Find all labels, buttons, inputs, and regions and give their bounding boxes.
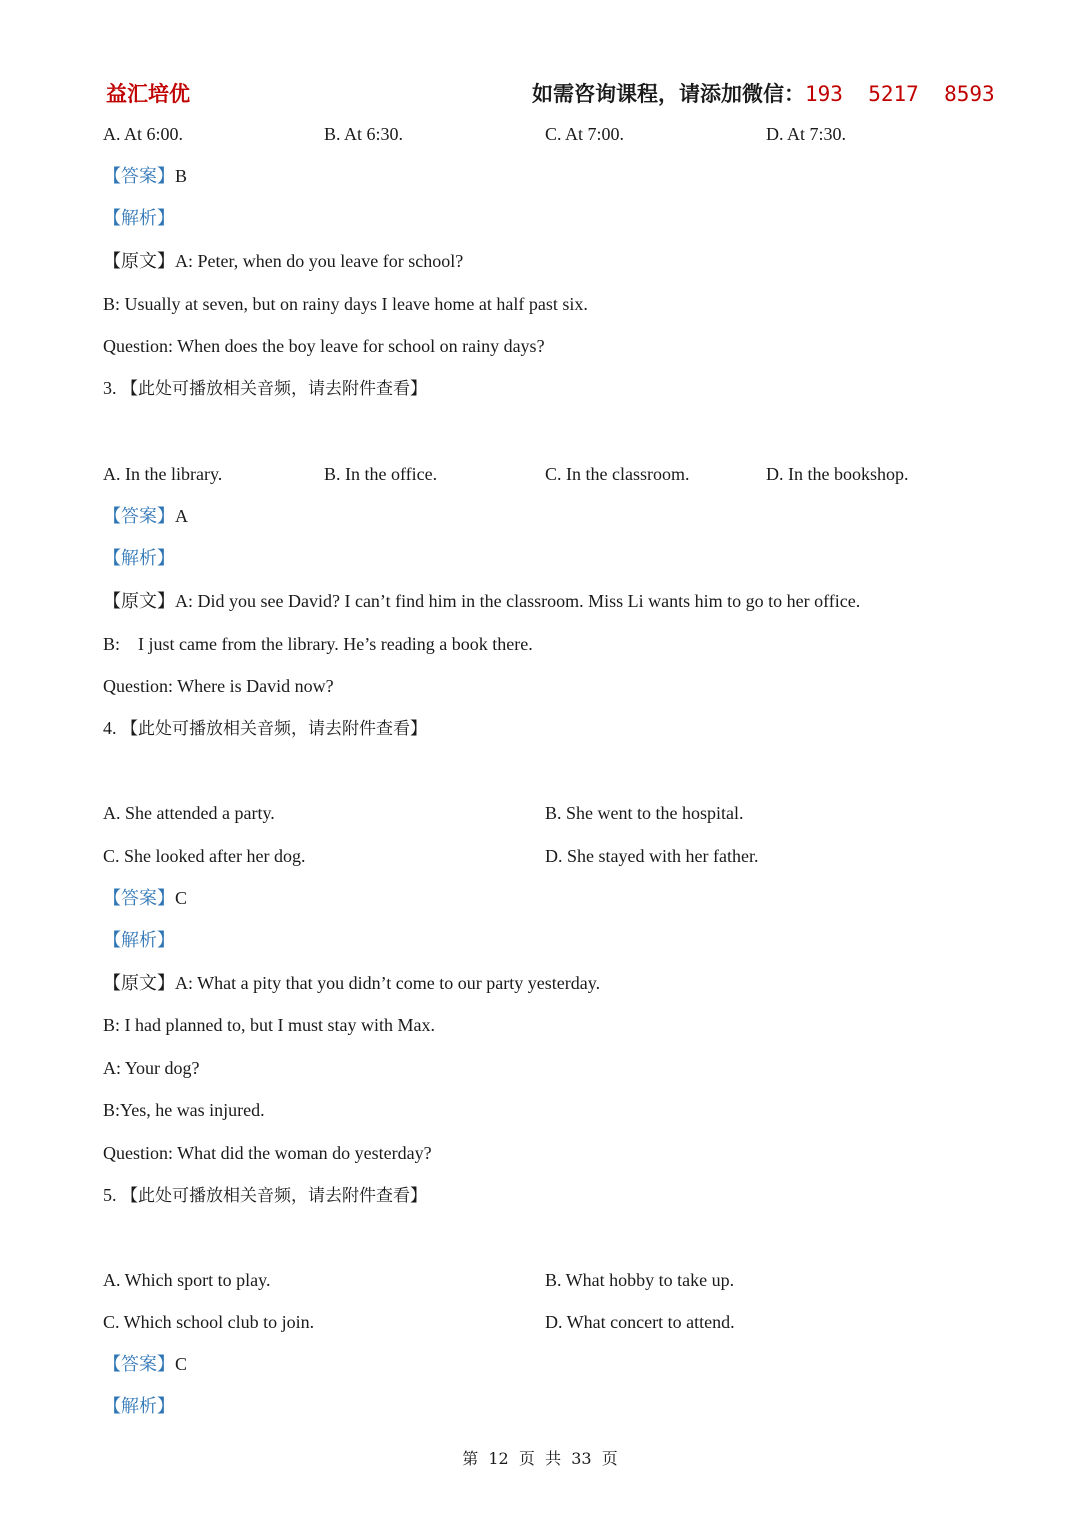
q5-option-b: B. What hobby to take up. xyxy=(545,1270,735,1290)
q4-option-d: D. She stayed with her father. xyxy=(545,846,759,866)
q2-option-c: C. At 7:00. xyxy=(545,124,625,144)
original-tag: 【原文】 xyxy=(103,591,175,612)
analysis-tag: 【解析】 xyxy=(103,208,175,229)
q4-answer xyxy=(103,886,187,911)
q3-transcript-2: B: I just came from the library. He’s reading a book there. xyxy=(103,634,533,654)
q3-option-d: D. In the bookshop. xyxy=(766,464,909,484)
q5-answer xyxy=(103,1352,187,1377)
q2-question: Question: When does the boy leave for school on rainy days? xyxy=(103,336,545,356)
q3-option-a: A. In the library. xyxy=(103,464,223,484)
question-number: 3. xyxy=(103,378,117,398)
q3-option-b: B. In the office. xyxy=(324,464,438,484)
q5-option-d: D. What concert to attend. xyxy=(545,1312,735,1332)
q4-transcript-4: B:Yes, he was injured. xyxy=(103,1100,265,1120)
analysis-tag: 【解析】 xyxy=(103,1396,175,1417)
question-number: 4. xyxy=(103,718,117,738)
q4-transcript-2: B: I had planned to, but I must stay with Max. xyxy=(103,1015,435,1035)
answer-value: C xyxy=(175,1354,188,1374)
q2-transcript-1: 【原文】A: Peter, when do you leave for school? xyxy=(103,251,464,272)
q4-transcript-1: 【原文】A: What a pity that you didn’t come to our party yesterday. xyxy=(103,973,601,994)
contact-prefix: 如需咨询课程，请添加微信： xyxy=(532,81,805,106)
audio-note: 【此处可播放相关音频，请去附件查看】 xyxy=(121,1186,427,1206)
answer-tag: 【答案】 xyxy=(103,506,175,527)
question-number: 5. xyxy=(103,1185,117,1205)
q2-option-d: D. At 7:30. xyxy=(766,124,847,144)
answer-tag: 【答案】 xyxy=(103,1354,175,1375)
answer-value: A xyxy=(175,506,188,526)
q4-analysis xyxy=(103,928,175,953)
page-number: 第 12 页 共 33 页 xyxy=(462,1449,618,1468)
analysis-tag: 【解析】 xyxy=(103,930,175,951)
q2-answer xyxy=(103,164,187,189)
q5-audio-note xyxy=(103,1183,427,1208)
answer-value: B xyxy=(175,166,188,186)
q3-option-c: C. In the classroom. xyxy=(545,464,690,484)
q4-option-a: A. She attended a party. xyxy=(103,803,275,823)
q2-option-a: A. At 6:00. xyxy=(103,124,184,144)
q5-option-a: A. Which sport to play. xyxy=(103,1270,271,1290)
original-tag: 【原文】 xyxy=(103,251,175,272)
q4-option-c: C. She looked after her dog. xyxy=(103,846,306,866)
q2-analysis xyxy=(103,206,175,231)
q3-transcript-1: 【原文】A: Did you see David? I can’t find him in the classroom. Miss Li wants him to go to her office. xyxy=(103,591,861,612)
q4-question: Question: What did the woman do yesterday? xyxy=(103,1143,432,1163)
q4-transcript-3: A: Your dog? xyxy=(103,1058,200,1078)
answer-tag: 【答案】 xyxy=(103,166,175,187)
q3-analysis xyxy=(103,546,175,571)
q2-option-b: B. At 6:30. xyxy=(324,124,404,144)
q4-audio-note xyxy=(103,716,427,741)
analysis-tag: 【解析】 xyxy=(103,548,175,569)
q4-option-b: B. She went to the hospital. xyxy=(545,803,744,823)
q3-question: Question: Where is David now? xyxy=(103,676,334,696)
original-tag: 【原文】 xyxy=(103,973,175,994)
answer-tag: 【答案】 xyxy=(103,888,175,909)
answer-value: C xyxy=(175,888,188,908)
audio-note: 【此处可播放相关音频，请去附件查看】 xyxy=(121,379,427,399)
q5-option-c: C. Which school club to join. xyxy=(103,1312,315,1332)
q2-transcript-2: B: Usually at seven, but on rainy days I leave home at half past six. xyxy=(103,294,588,314)
wechat-phone: 193 5217 8593 xyxy=(805,82,995,106)
brand-name: 益汇培优 xyxy=(106,81,190,106)
q5-analysis xyxy=(103,1394,175,1419)
q3-audio-note xyxy=(103,376,427,401)
audio-note: 【此处可播放相关音频，请去附件查看】 xyxy=(121,719,427,739)
q3-answer xyxy=(103,504,188,529)
contact-info xyxy=(532,80,995,108)
